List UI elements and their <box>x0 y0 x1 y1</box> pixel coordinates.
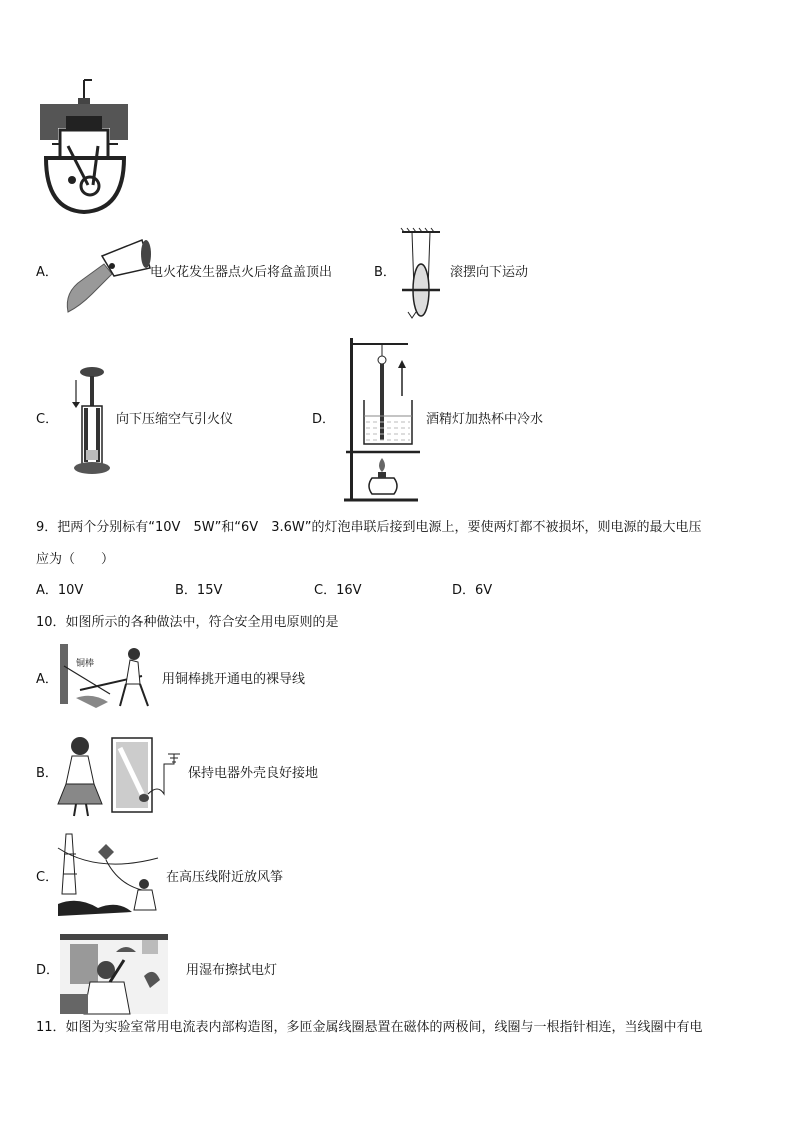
q8-option-c-letter: C． <box>36 412 59 427</box>
alcohol-lamp-beaker-figure <box>342 334 422 506</box>
q8-option-a-letter: A． <box>36 265 58 280</box>
q9-option-c: C．16V <box>314 583 362 598</box>
q10-option-d-text: 用湿布擦拭电灯 <box>186 963 278 978</box>
wet-cloth-lamp-figure <box>60 934 168 1014</box>
q10-option-b-text: 保持电器外壳良好接地 <box>188 766 319 781</box>
q8-option-d-text: 酒精灯加热杯中冷水 <box>426 412 544 427</box>
kite-near-powerline-figure <box>58 834 162 920</box>
engine-cylinder-figure <box>38 80 133 215</box>
q8-option-d-letter: D． <box>312 412 336 427</box>
q10-option-a-letter: A． <box>36 672 58 687</box>
q10-option-a-text: 用铜棒挑开通电的裸导线 <box>162 672 306 687</box>
q10-option-c-letter: C． <box>36 870 59 885</box>
q8-option-b-text: 滚摆向下运动 <box>450 265 529 280</box>
q9-stem-line2: 应为（ ） <box>36 552 115 567</box>
spark-box-figure <box>64 234 154 316</box>
q8-option-c-text: 向下压缩空气引火仪 <box>116 412 234 427</box>
q8-option-b-letter: B． <box>374 265 396 280</box>
copper-rod-label: 铜棒 <box>76 659 95 669</box>
q10-option-b-letter: B． <box>36 766 58 781</box>
q11-stem-line1: 11．如图为实验室常用电流表内部构造图，多匝金属线圈悬置在磁体的两极间，线圈与一根指针相连，当线圈中有电 <box>36 1020 703 1035</box>
q10-stem: 10．如图所示的各种做法中，符合安全用电原则的是 <box>36 615 339 630</box>
q9-option-b: B．15V <box>175 583 223 598</box>
q10-option-d-letter: D． <box>36 963 60 978</box>
q10-option-c-text: 在高压线附近放风筝 <box>166 870 284 885</box>
q9-option-d: D．6V <box>452 583 493 598</box>
air-compression-igniter-figure <box>68 364 114 476</box>
grounded-appliance-figure <box>58 734 192 818</box>
q9-option-a: A．10V <box>36 583 84 598</box>
copper-rod-figure <box>56 644 164 710</box>
maxwell-pendulum-figure <box>398 228 444 320</box>
q9-stem-line1: 9．把两个分别标有“10V 5W”和“6V 3.6W”的灯泡串联后接到电源上，要使两灯都不被损坏，则电源的最大电压 <box>36 520 702 535</box>
q8-option-a-text: 电火花发生器点火后将盒盖顶出 <box>150 265 333 280</box>
